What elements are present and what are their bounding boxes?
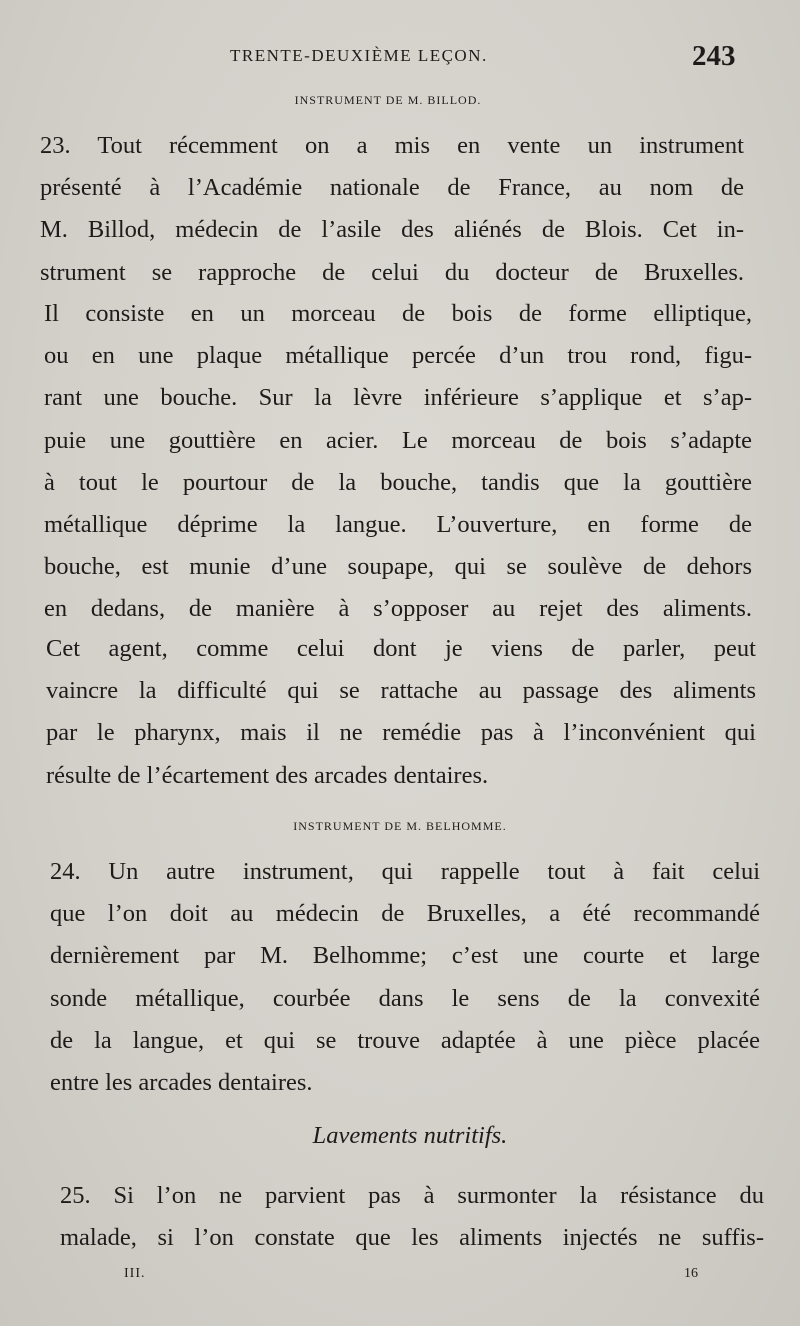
text-line: en dedans, de manière à s’opposer au rejet des aliments. <box>44 595 752 623</box>
paragraph-billod-description <box>44 293 752 631</box>
text-line: rant une bouche. Sur la lèvre inférieure s’applique et s’ap- <box>44 384 752 412</box>
text-line: sonde métallique, courbée dans le sens de la convexité <box>50 984 760 1012</box>
text-line: puie une gouttière en acier. Le morceau de bois s’adapte <box>44 426 752 454</box>
text-line: entre les arcades dentaires. <box>50 1069 313 1097</box>
paragraph-24 <box>50 851 760 1104</box>
text-line: 23. Tout récemment on a mis en vente un instrument <box>40 132 744 159</box>
text-line: dernièrement par M. Belhomme; c’est une courte et large <box>50 942 760 970</box>
text-line: 24. Un autre instrument, qui rappelle tout à fait celui <box>50 858 760 885</box>
text-line: que l’on doit au médecin de Bruxelles, a été recommandé <box>50 900 760 928</box>
text-line: par le pharynx, mais il ne remédie pas à l’inconvénient qui <box>46 719 756 747</box>
paragraph-23 <box>40 125 744 294</box>
subheading-lavements: Lavements nutritifs. <box>312 1122 508 1149</box>
text-line: bouche, est munie d’une soupape, qui se soulève de dehors <box>44 553 752 581</box>
text-line: résulte de l’écartement des arcades dentaires. <box>46 761 489 789</box>
text-line: Il consiste en un morceau de bois de forme elliptique, <box>44 300 752 327</box>
text-line: strument se rapproche de celui du docteur de Bruxelles. <box>40 258 744 286</box>
section-heading-belhomme: INSTRUMENT DE M. BELHOMME. <box>293 819 507 833</box>
text-line: métallique déprime la langue. L’ouverture, en forme de <box>44 511 752 539</box>
signature-mark: III. <box>124 1266 146 1281</box>
sheet-number: 16 <box>684 1266 698 1281</box>
text-line: présenté à l’Académie nationale de France, au nom de <box>40 174 744 202</box>
paragraph-billod-assessment <box>46 628 756 797</box>
running-head <box>0 40 800 76</box>
section-heading-billod: INSTRUMENT DE M. BILLOD. <box>294 93 482 107</box>
page-number: 243 <box>692 40 736 72</box>
text-line: malade, si l’on constate que les aliments injectés ne suffis- <box>60 1224 764 1252</box>
paragraph-25 <box>60 1175 764 1259</box>
text-line: 25. Si l’on ne parvient pas à surmonter la résistance du <box>60 1182 764 1209</box>
text-line: Cet agent, comme celui dont je viens de parler, peut <box>46 635 756 662</box>
text-line: de la langue, et qui se trouve adaptée à une pièce placée <box>50 1026 760 1054</box>
text-line: M. Billod, médecin de l’asile des aliénés de Blois. Cet in- <box>40 216 744 244</box>
running-title: TRENTE-DEUXIÈME LEÇON. <box>230 46 488 65</box>
text-line: vaincre la difficulté qui se rattache au passage des aliments <box>46 677 756 705</box>
text-line: ou en une plaque métallique percée d’un trou rond, figu- <box>44 342 752 370</box>
text-line: à tout le pourtour de la bouche, tandis que la gouttière <box>44 468 752 496</box>
